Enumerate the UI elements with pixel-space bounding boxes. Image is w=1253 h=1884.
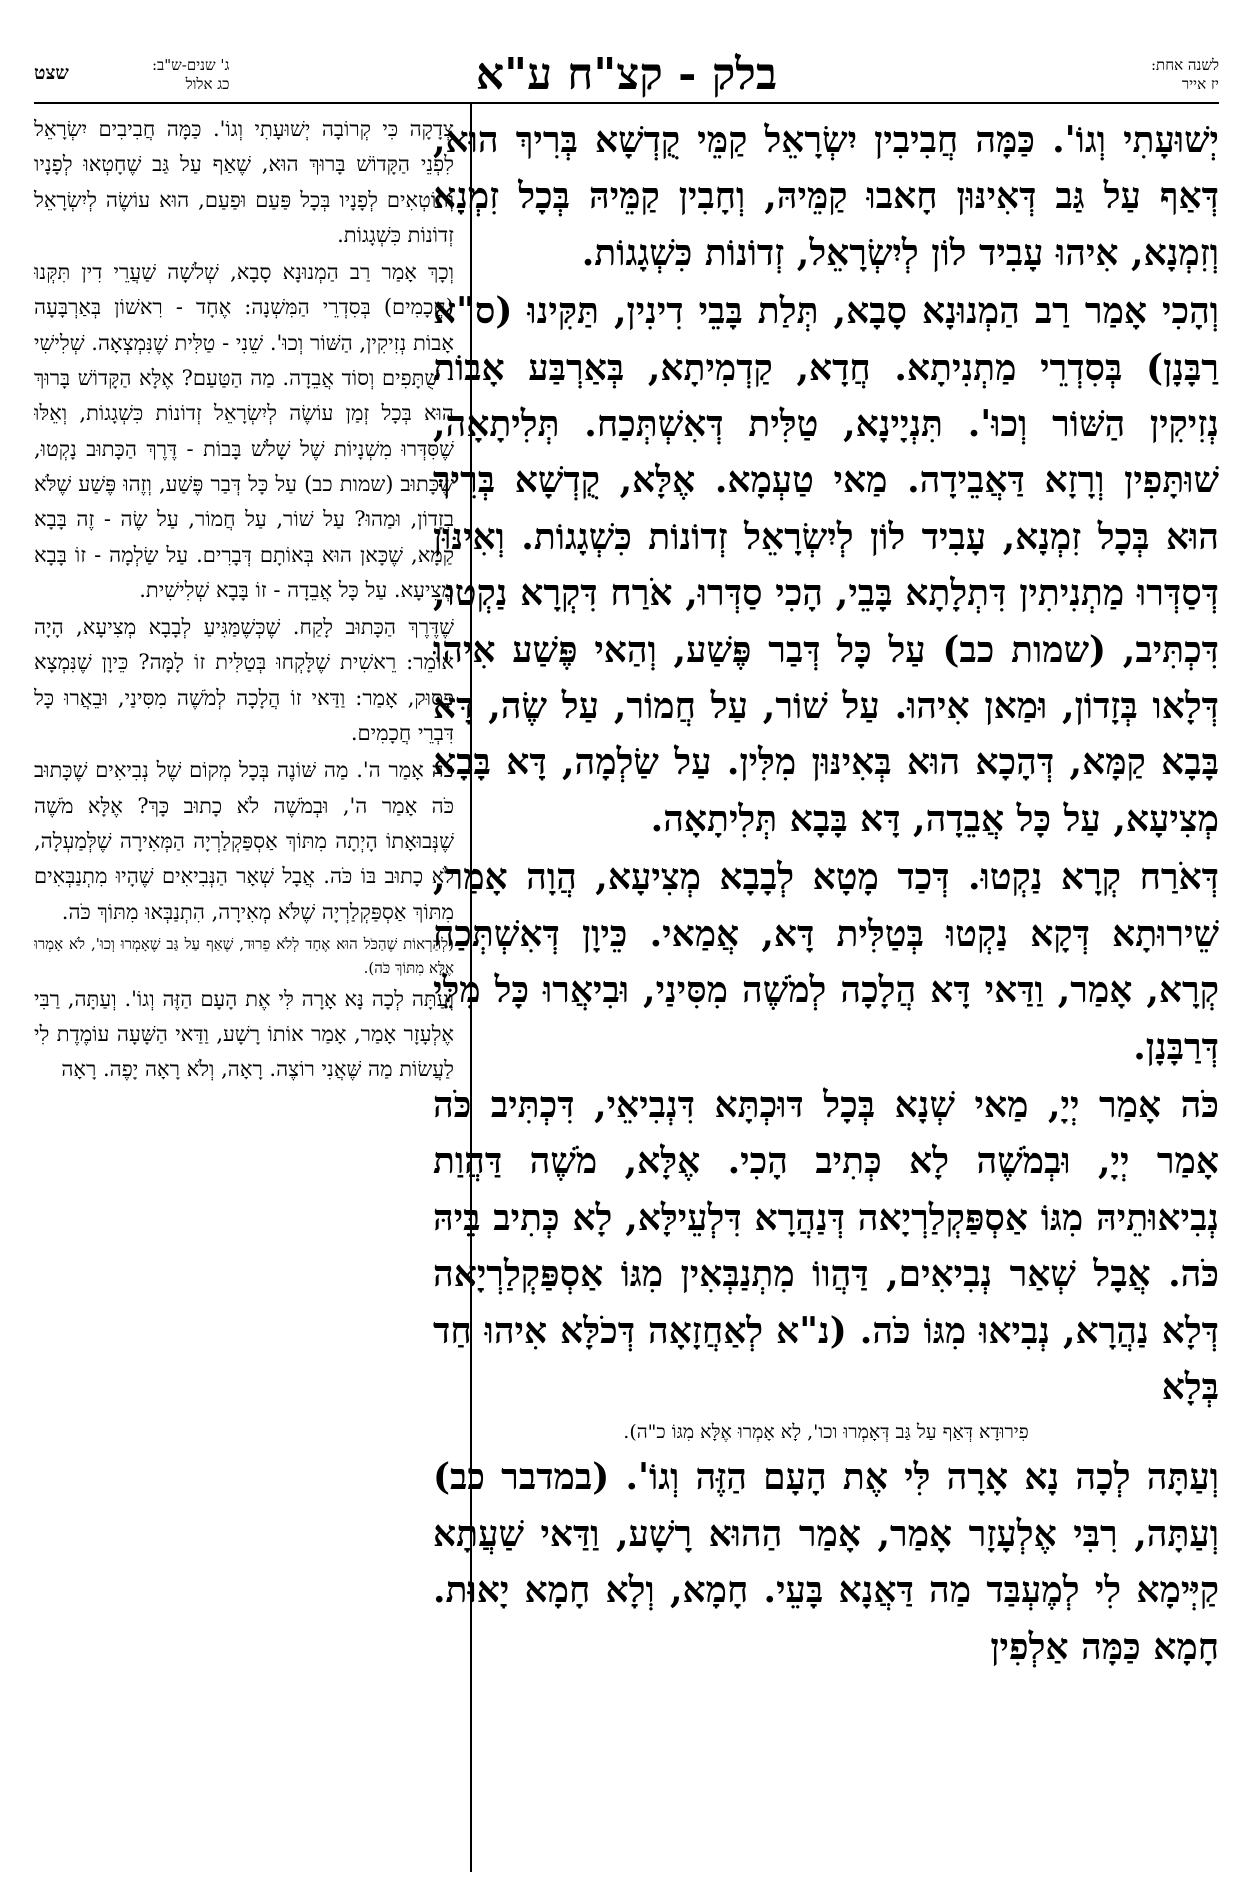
- main-note: פִירוּדָא דְּאַף עַל גַּב דְּאָמְרוּ וכו', לָא אָמְרוּ אֶלָּא מִגּוֹ כ"ה).: [623, 1421, 1029, 1444]
- header-schedule-three-years-date: כג אלול: [185, 75, 230, 93]
- header-divider: [34, 102, 1219, 104]
- page-header: [34, 49, 1219, 100]
- main-paragraph: יְשׁוּעָתִי וְגוֹ'. כַּמָּה חֲבִיבִין יִשְׂרָאֵל קַמֵּי קֻדְשָׁא בְּרִיךְ הוּא, דְּאַף עַל גַּב דְּאִינּוּן חָאבוּ קַמֵּיהּ, וְחָבִין קַמֵּיהּ בְּכָל זִמְנָא וְזִמְנָא, אִיהוּ עָבִיד לוֹן לְיִשְׂרָאֵל, זְדוֹנוֹת כִּשְׁגָגוֹת.: [433, 119, 1219, 274]
- page-number-marker: שצט: [34, 62, 69, 84]
- translation-paragraph: וְעַתָּה לְכָה נָּא אָרָה לִּי אֶת הָעָם הַזֶּה וְגוֹ'. וְעַתָּה, רַבִּי אֶלְעָזָר אָמַר, אָמַר אוֹתוֹ רָשָׁע, וַדַּאי הַשָּׁעָה עוֹמֶדֶת לִי לַעֲשׂוֹת מַה שֶּׁאֲנִי רוֹצֶה. רָאָה, וְלֹא רָאָה יָפֶה. רָאָה: [34, 986, 454, 1082]
- main-paragraph: וְעַתָּה לְכָה נָא אָרָה לִּי אֶת הָעָם הַזֶּה וְגוֹ'. (במדבר כב) וְעַתָּה, רִבִּי אֶלְעָזָר אָמַר, אָמַר הַהוּא רָשָׁע, וַדַּאי שַׁעֲתָא קַיְּימָא לִי לְמֶעְבַּד מַה דַּאֲנָא בָּעֵי. חָמָא, וְלָא חָמָא יָאוּת. חָמָא כַּמָּה אַלְפִין: [433, 1456, 1219, 1668]
- header-schedule-one-year-label: לשנה אחת:: [1151, 56, 1219, 74]
- translation-paragraph: שֶׁדֶּרֶךְ הַכָּתוּב לָקַח. שֶׁכְּשֶׁמַּגִּיעַ לְבָבָא מְצִיעָא, הָיָה אוֹמֵר: רֵאשִׁית שֶׁלָּקְחוּ בְּטַלִּית זוֹ לָמָּה? כֵּיוָן שֶׁנִּמְצָא פָּסוּק, אָמַר: וַדַּאי זוֹ הֲלָכָה לְמֹשֶׁה מִסִּינַי, וּבֵאֲרוּ כָּל דִּבְרֵי חֲכָמִים.: [34, 615, 454, 746]
- translation-column: [34, 112, 454, 1872]
- main-text-column: [433, 112, 1219, 1872]
- header-schedule-three-years-label: ג' שנים-ש"ב:: [152, 56, 230, 74]
- header-schedule-three-years: [152, 56, 230, 94]
- translation-paragraph: צְדָקָה כִּי קְרוֹבָה יְשׁוּעָתִי וְגוֹ'. כַּמָּה חֲבִיבִים יִשְׂרָאֵל לִפְנֵי הַקָּדוֹשׁ בָּרוּךְ הוּא, שֶׁאַף עַל גַּב שֶׁחָטְאוּ לְפָנָיו וְחוֹטְאִים לְפָנָיו בְּכָל פַּעַם וּפַעַם, הוּא עוֹשֶׂה לְיִשְׂרָאֵל זְדוֹנוֹת כִּשְׁגָגוֹת.: [34, 117, 454, 247]
- main-paragraph: דְּאֹרַח קְרָא נַקְטוּ. דְּכַד מָטָא לְבָבָא מְצִיעָא, הֲוָה אָמַר, שֵׁירוּתָא דְּקָא נַקְטוּ בְּטַלִּית דָּא, אֲמַאי. כֵּיוָן דְּאִשְׁתְּכַח קְרָא, אָמַר, וַדַּאי דָּא הֲלָכָה לְמֹשֶׁה מִסִּינַי, וּבִיאֲרוּ כָּל מִלֵּי דְּרַבָּנָן.: [433, 856, 1219, 1068]
- translation-note: (לְהַרְאוֹת שֶׁהַכֹּל הוּא אֶחָד לְלֹא פֵרוּד, שֶׁאַף עַל גַּב שֶׁאָמְרוּ וְכוּ', לֹא אָמְרוּ אֶלָּא מִתּוֹךְ כֹּה).: [34, 934, 454, 977]
- main-paragraph: כֹּה אָמַר יְיָ, מַאי שְׁנָא בְּכָל דּוּכְתָּא דִּנְבִיאֵי, דִּכְתִּיב כֹּה אָמַר יְיָ, וּבְמֹשֶׁה לָא כְּתִיב הָכִי. אֶלָּא, מֹשֶׁה דַּהֲוַת נְבִיאוּתֵיהּ מִגּוֹ אַסְפַּקְלַרְיָאה דְּנַהֲרָא דִּלְעֵילָּא, לָא כְּתִיב בֵּיהּ כֹּה. אֲבָל שְׁאַר נְבִיאִים, דַּהֲווֹ מִתְנַבְּאִין מִגּוֹ אַסְפַּקְלַרְיָאה דְּלָא נַהֲרָא, נְבִיאוּ מִגּוֹ כֹּה. (נ"א לְאַחֲזָאָה דְּכֹלָּא אִיהוּ חַד בְּלָא: [433, 1083, 1219, 1408]
- translation-paragraph: כֹּה אָמַר ה'. מַה שּׁוֹנֶה בְּכָל מְקוֹם שֶׁל נְבִיאִים שֶׁכָּתוּב כֹּה אָמַר ה', וּבְמֹשֶׁה לֹא כָתוּב כָּךְ? אֶלָּא מֹשֶׁה שֶׁנְּבוּאָתוֹ הָיְתָה מִתּוֹךְ אַסְפַּקְלַרְיָה הַמְּאִירָה שֶׁלְּמַעְלָה, לֹא כָתוּב בּוֹ כֹּה. אֲבָל שְׁאָר הַנְּבִיאִים שֶׁהָיוּ מִתְנַבְּאִים מִתּוֹךְ אַסְפַּקְלַרְיָה שֶׁלֹּא מְאִירָה, הִתְנַבְּאוּ מִתּוֹךְ כֹּה.: [34, 758, 454, 924]
- header-schedule-one-year: [1151, 56, 1219, 94]
- translation-paragraph: וְכָךְ אָמַר רַב הַמְנוּנָא סָבָא, שְׁלֹשָׁה שַׁעֲרֵי דִין תִּקְּנוּ (חֲכָמִים) בְּסִדְרֵי הַמִּשְׁנָה: אֶחָד - רִאשׁוֹן בְּאַרְבָּעָה אָבוֹת נְזִיקִין, הַשּׁוֹר וְכוּ'. שֵׁנִי - טַלִּית שֶׁנִּמְצְאָה. שְׁלִישִׁי - שֻׁתָּפִים וְסוֹד אֲבֵדָה. מַה הַטַּעַם? אֶלָּא הַקָּדוֹשׁ בָּרוּךְ הוּא בְּכָל זְמַן עוֹשֶׂה לְיִשְׂרָאֵל זְדוֹנוֹת כִּשְׁגָגוֹת, וְאֵלּוּ שֶׁסִּדְּרוּ מִשְׁנָיוֹת שֶׁל שָׁלֹשׁ בָּבוֹת - דֶּרֶךְ הַכָּתוּב נָקְטוּ, שֶׁכָּתוּב (שמות כב) עַל כָּל דְּבַר פֶּשַׁע, וְזֶהוּ פֶּשַׁע שֶׁלֹּא בְזָדוֹן, וּמַהוּ? עַל שׁוֹר, עַל חֲמוֹר, עַל שֶׂה - זֶה בָּבָא קַמָּא, שֶׁכָּאן הוּא בְּאוֹתָם דְּבָרִים. עַל שַׂלְמָה - זוֹ בָּבָא מְצִיעָא. עַל כָּל אֲבֵדָה - זוֹ בָּבָא שְׁלִישִׁית.: [34, 260, 454, 602]
- main-paragraph: וְהָכִי אָמַר רַב הַמְנוּנָא סָבָא, תְּלַת בָּבֵי דִינִין, תַּקִּינוּ (ס"א רַבָּנָן) בְּסִדְרֵי מַתְנִיתָא. חֲדָא, קַדְמִיתָא, בְּאַרְבַּע אָבוֹת נְזִיקִין הַשּׁוֹר וְכוּ'. תִּנְיָינָא, טַלִּית דְּאִשְׁתְּכַח. תְּלִיתָאָה, שׁוּתָּפִין וְרָזָא דַּאֲבֵידָה. מַאי טַעְמָא. אֶלָּא, קֻדְשָׁא בְּרִיךְ הוּא בְּכָל זִמְנָא, עָבִיד לוֹן לְיִשְׂרָאֵל זְדוֹנוֹת כִּשְׁגָגוֹת. וְאִינּוּן דְּסַדְּרוּ מַתְנִיתִין דִּתְלָתָא בָּבֵי, הָכִי סַדְּרוּ, אֹרַח דִּקְרָא נַקְטוּ, דִּכְתִּיב, (שמות כב) עַל כָּל דְּבַר פֶּשַׁע, וְהַאי פֶּשַׁע אִיהוּ דְּלָאו בְּזָדוֹן, וּמַאן אִיהוּ. עַל שׁוֹר, עַל חֲמוֹר, עַל שֶׂה, דָּא בָּבָא קַמָּא, דְּהָכָא הוּא בְּאִינּוּן מִלִּין. עַל שַׂלְמָה, דָּא בָּבָא מְצִיעָא, עַל כָּל אֲבֵדָה, דָּא בָּבָא תְּלִיתָאָה.: [433, 290, 1219, 840]
- page-title: בלק - קצ"ח ע"א: [475, 49, 778, 100]
- header-schedule-one-year-date: יז אייר: [1181, 75, 1219, 93]
